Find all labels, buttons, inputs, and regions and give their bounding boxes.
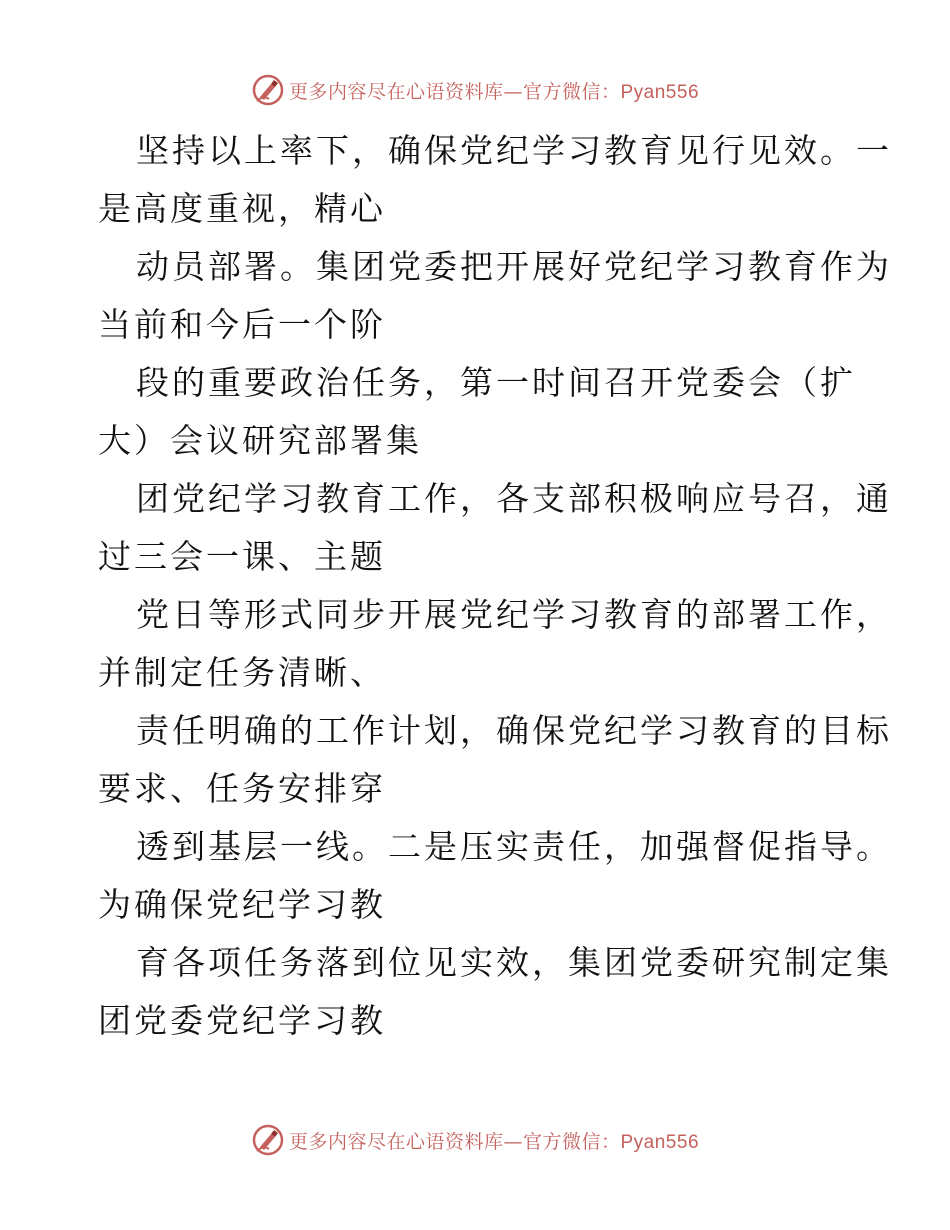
pen-logo-icon	[251, 1123, 285, 1157]
paragraph-line: 过三会一课、主题	[98, 537, 386, 576]
paragraph-line: 党日等形式同步开展党纪学习教育的部署工作，	[136, 595, 892, 634]
paragraph-line: 当前和今后一个阶	[98, 305, 386, 344]
paragraph	[98, 934, 892, 1050]
paragraph-line: 责任明确的工作计划，确保党纪学习教育的目标	[136, 711, 892, 750]
header-watermark	[0, 70, 950, 110]
watermark-text: 更多内容尽在心语资料库—官方微信：Pyan556	[288, 1130, 700, 1153]
paragraph-line: 动员部署。集团党委把开展好党纪学习教育作为	[136, 247, 892, 286]
paragraph-line: 段的重要政治任务，第一时间召开党委会（扩	[136, 363, 856, 402]
document-body	[98, 122, 892, 1050]
paragraph	[98, 818, 892, 934]
paragraph	[98, 238, 892, 354]
paragraph-line: 团党委党纪学习教	[98, 1001, 386, 1040]
paragraph	[98, 354, 858, 470]
paragraph	[98, 586, 892, 702]
paragraph-line: 团党纪学习教育工作，各支部积极响应号召，通	[136, 479, 892, 518]
paragraph	[98, 702, 892, 818]
paragraph-line: 育各项任务落到位见实效，集团党委研究制定集	[136, 943, 892, 982]
paragraph	[98, 122, 892, 238]
paragraph-line: 坚持以上率下，确保党纪学习教育见行见效。一	[136, 131, 892, 170]
paragraph-line: 大）会议研究部署集	[98, 421, 422, 460]
watermark-text: 更多内容尽在心语资料库—官方微信：Pyan556	[288, 80, 700, 103]
footer-watermark	[0, 1120, 950, 1160]
paragraph-line: 并制定任务清晰、	[98, 653, 386, 692]
paragraph-line: 透到基层一线。二是压实责任，加强督促指导。	[136, 827, 892, 866]
paragraph-line: 为确保党纪学习教	[98, 885, 386, 924]
paragraph-line: 要求、任务安排穿	[98, 769, 386, 808]
pen-logo-icon	[251, 73, 285, 107]
paragraph-line: 是高度重视，精心	[98, 189, 386, 228]
paragraph	[98, 470, 892, 586]
